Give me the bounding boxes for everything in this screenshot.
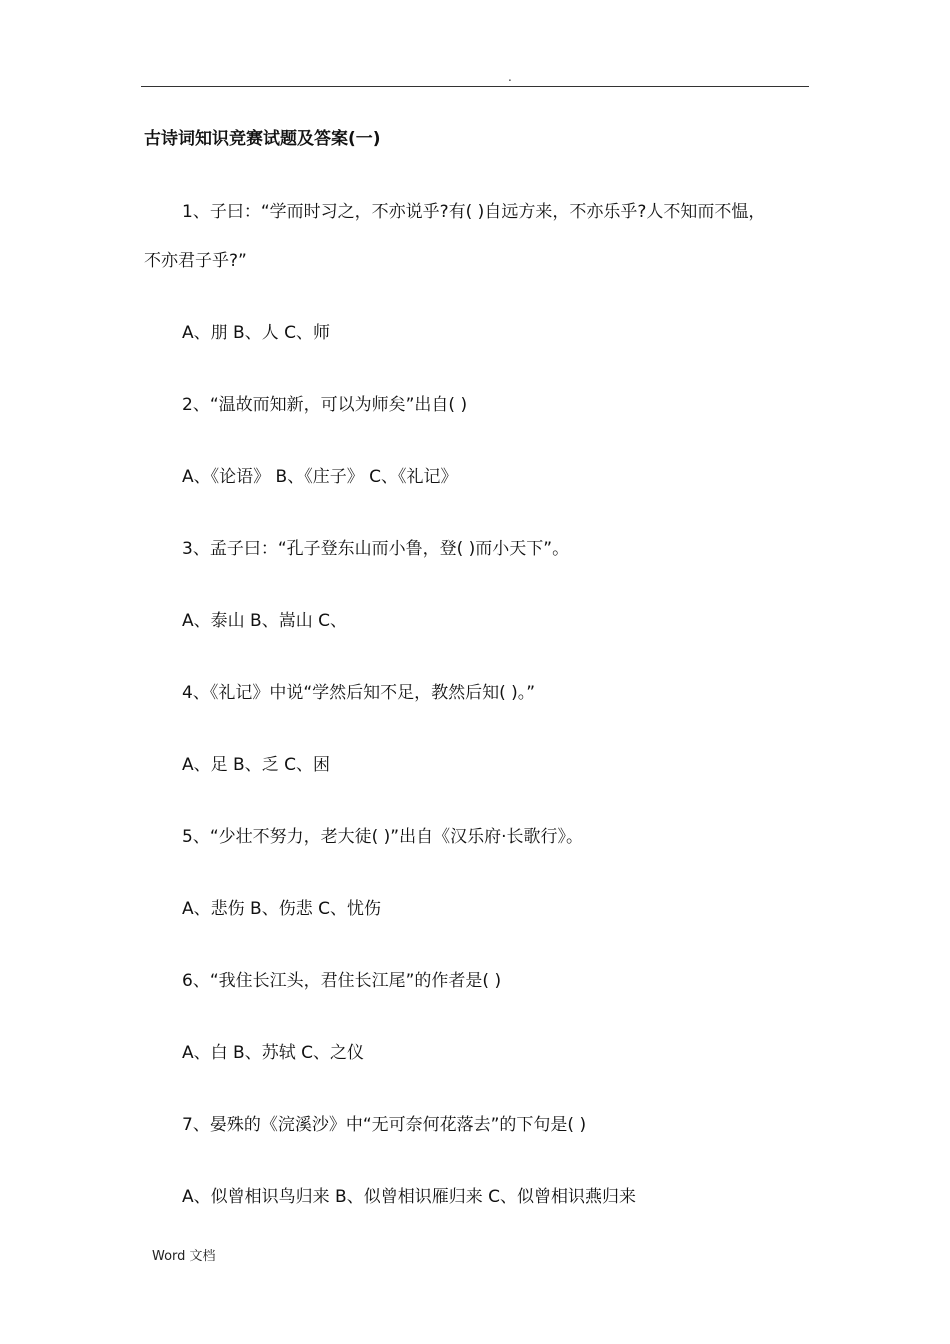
question-7-stem: 7、晏殊的《浣溪沙》中“无可奈何花落去”的下句是( ) (182, 1115, 587, 1135)
question-2-stem: 2、“温故而知新，可以为师矣”出自( ) (182, 395, 468, 415)
question-3-options: A、泰山 B、嵩山 C、 (182, 611, 347, 631)
question-4-stem: 4、《礼记》中说“学然后知不足，教然后知( )。” (182, 683, 536, 703)
question-2-options: A、《论语》 B、《庄子》 C、《礼记》 (182, 467, 458, 487)
question-7-options: A、似曾相识鸟归来 B、似曾相识雁归来 C、似曾相识燕归来 (182, 1187, 636, 1207)
footer-label: Word 文档 (152, 1249, 216, 1264)
document-title: 古诗词知识竞赛试题及答案(一) (144, 129, 381, 149)
question-4-options: A、足 B、乏 C、困 (182, 755, 330, 775)
question-5-options: A、悲伤 B、伤悲 C、忧伤 (182, 899, 381, 919)
question-6-stem: 6、“我住长江头，君住长江尾”的作者是( ) (182, 971, 502, 991)
question-3-stem: 3、孟子曰：“孔子登东山而小鲁，登( )而小天下”。 (182, 539, 570, 559)
question-1-stem-line2: 不亦君子乎?” (144, 251, 247, 271)
question-6-options: A、白 B、苏轼 C、之仪 (182, 1043, 364, 1063)
header-rule (141, 86, 809, 87)
question-5-stem: 5、“少壮不努力，老大徒( )”出自《汉乐府·长歌行》。 (182, 827, 584, 847)
header-mark: . (508, 70, 512, 84)
question-1-options: A、朋 B、人 C、师 (182, 323, 330, 343)
question-1-stem-line1: 1、子曰：“学而时习之，不亦说乎?有( )自远方来，不亦乐乎?人不知而不愠， (182, 202, 766, 222)
